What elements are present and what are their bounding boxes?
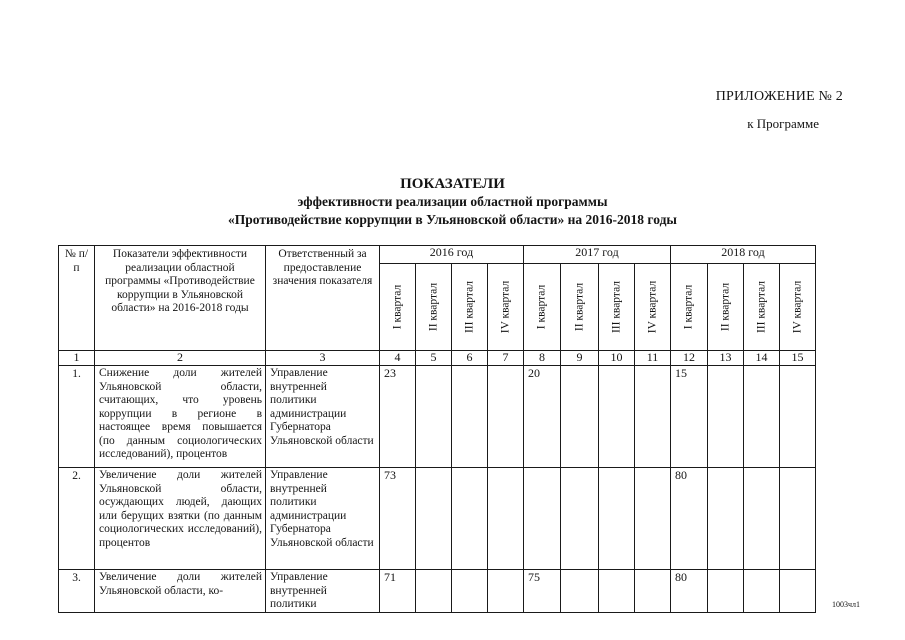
value-cell (488, 570, 524, 613)
column-number: 3 (266, 351, 380, 366)
sheet-code: 1003чл1 (831, 600, 860, 609)
value-cell (561, 366, 599, 468)
value-cell: 71 (380, 570, 416, 613)
column-number: 5 (416, 351, 452, 366)
column-number: 12 (671, 351, 708, 366)
value-cell (780, 366, 816, 468)
value-cell (635, 570, 671, 613)
column-number: 7 (488, 351, 524, 366)
value-cell: 15 (671, 366, 708, 468)
column-number: 2 (95, 351, 266, 366)
value-cell (744, 570, 780, 613)
column-number: 9 (561, 351, 599, 366)
value-cell (416, 366, 452, 468)
header-quarter: II квартал (561, 264, 599, 351)
header-quarter: III квартал (452, 264, 488, 351)
column-number: 1 (59, 351, 95, 366)
value-cell (488, 366, 524, 468)
header-quarter: IV квартал (780, 264, 816, 351)
value-cell: 23 (380, 366, 416, 468)
appendix-title: ПРИЛОЖЕНИЕ № 2 (715, 89, 843, 104)
header-quarter: IV квартал (488, 264, 524, 351)
column-number: 13 (708, 351, 744, 366)
column-number: 4 (380, 351, 416, 366)
header-quarter: II квартал (416, 264, 452, 351)
value-cell (599, 468, 635, 570)
column-number: 8 (524, 351, 561, 366)
heading-title: ПОКАЗАТЕЛИ (400, 176, 505, 192)
header-no: № п/п (59, 246, 95, 351)
row-number: 3. (59, 570, 95, 613)
value-cell (524, 468, 561, 570)
appendix-subtitle: к Программе (747, 116, 819, 131)
header-quarter: I квартал (380, 264, 416, 351)
column-number: 10 (599, 351, 635, 366)
value-cell (599, 366, 635, 468)
table-row (59, 570, 816, 613)
responsible-unit: Управление внутренней политики администрации Губернатора Ульяновской области (266, 366, 380, 468)
value-cell (635, 366, 671, 468)
header-year-2018: 2018 год (671, 246, 816, 264)
header-quarter: IV квартал (635, 264, 671, 351)
indicators-table (58, 245, 816, 613)
responsible-unit: Управление внутренней политики (266, 570, 380, 613)
value-cell (599, 570, 635, 613)
value-cell (561, 570, 599, 613)
header-quarter: III квартал (744, 264, 780, 351)
value-cell (780, 468, 816, 570)
value-cell (744, 468, 780, 570)
value-cell (452, 570, 488, 613)
header-quarter: II квартал (708, 264, 744, 351)
column-number: 15 (780, 351, 816, 366)
value-cell (708, 570, 744, 613)
value-cell (416, 570, 452, 613)
heading-line-2: «Противодействие коррупции в Ульяновской области» на 2016-2018 годы (228, 212, 677, 227)
value-cell (452, 468, 488, 570)
value-cell: 20 (524, 366, 561, 468)
responsible-unit: Управление внутренней политики администрации Губернатора Ульяновской области (266, 468, 380, 570)
value-cell (416, 468, 452, 570)
column-number: 6 (452, 351, 488, 366)
value-cell (744, 366, 780, 468)
indicator-name: Снижение доли жителей Ульяновской области, считающих, что уровень коррупции в регионе в настоящее время повышается (по данным социологических исследований), процентов (95, 366, 266, 468)
header-responsible: Ответственный за предоставление значения показателя (266, 246, 380, 351)
indicator-name: Увеличение доли жителей Ульяновской области, ко- (95, 570, 266, 613)
column-number-row (59, 351, 816, 366)
indicator-name: Увеличение доли жителей Ульяновской области, осуждающих людей, дающих или берущих взятки (по данным социологических исследований), процентов (95, 468, 266, 570)
value-cell (780, 570, 816, 613)
header-quarter: I квартал (524, 264, 561, 351)
value-cell (708, 468, 744, 570)
table-row (59, 366, 816, 468)
value-cell (452, 366, 488, 468)
column-number: 14 (744, 351, 780, 366)
value-cell: 73 (380, 468, 416, 570)
header-quarter: III квартал (599, 264, 635, 351)
document-heading (0, 176, 905, 229)
header-year-2017: 2017 год (524, 246, 671, 264)
value-cell (635, 468, 671, 570)
header-year-2016: 2016 год (380, 246, 524, 264)
header-indicator: Показатели эффективности реализации областной программы «Противодействие коррупции в Ульяновской области» на 2016-2018 годы (95, 246, 266, 351)
header-quarter: I квартал (671, 264, 708, 351)
heading-line-1: эффективности реализации областной программы (297, 194, 608, 209)
value-cell (488, 468, 524, 570)
value-cell: 75 (524, 570, 561, 613)
row-number: 1. (59, 366, 95, 468)
column-number: 11 (635, 351, 671, 366)
value-cell: 80 (671, 468, 708, 570)
value-cell (708, 366, 744, 468)
value-cell: 80 (671, 570, 708, 613)
row-number: 2. (59, 468, 95, 570)
table-row (59, 468, 816, 570)
value-cell (561, 468, 599, 570)
